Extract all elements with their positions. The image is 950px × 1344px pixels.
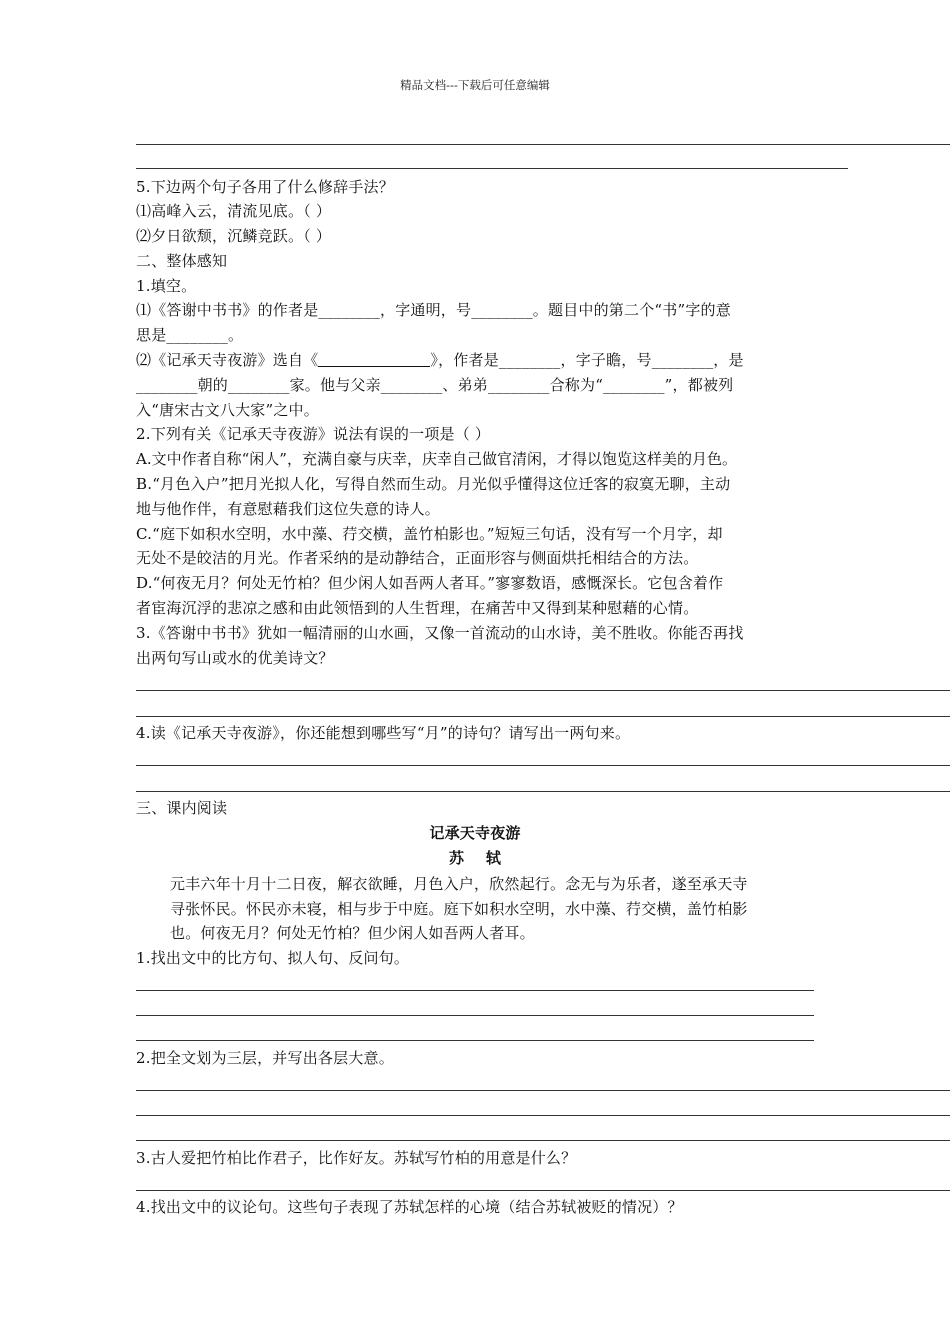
q5-sentence-1: ⑴高峰入云，清流见底。（ ） bbox=[136, 202, 332, 220]
q5-title: 5.下边两个句子各用了什么修辞手法？ bbox=[136, 178, 394, 196]
passage-line3: 也。何夜无月？何处无竹柏？但少闲人如吾两人者耳。 bbox=[170, 924, 535, 942]
passage-line1: 元丰六年十月十二日夜，解衣欲睡，月色入户，欣然起行。念无与为乐者，遂至承天寺 bbox=[170, 875, 748, 893]
passage-author: 苏 轼 bbox=[448, 849, 502, 867]
option-d-line2: 者宦海沉浮的悲凉之感和由此领悟到的人生哲理，在痛苦中又得到某种慰藉的心情。 bbox=[136, 599, 699, 617]
answer-line bbox=[136, 144, 950, 145]
s3-q4: 4.找出文中的议论句。这些句子表现了苏轼怎样的心境（结合苏轼被贬的情况）？ bbox=[136, 1198, 683, 1216]
section2-heading: 二、整体感知 bbox=[136, 252, 228, 270]
answer-line bbox=[136, 690, 950, 691]
answer-line bbox=[136, 1115, 950, 1116]
s2-q1-b-suffix: 》，作者是________，字子瞻，号________，是 bbox=[430, 351, 744, 369]
s3-q3: 3.古人爱把竹柏比作君子，比作好友。苏轼写竹柏的用意是什么？ bbox=[136, 1149, 577, 1167]
s2-q1-b-line3: 入“唐宋古文八大家”之中。 bbox=[136, 401, 319, 419]
answer-line bbox=[136, 1090, 950, 1091]
s2-q1-a-line1: ⑴《答谢中书书》的作者是________，字通明，号________。题目中的第二个“书”字的意 bbox=[136, 301, 731, 319]
q5-sentence-2: ⑵夕日欲颓，沉鳞竞跃。（ ） bbox=[136, 227, 332, 245]
answer-line bbox=[136, 1140, 950, 1141]
s2-q3-line1: 3.《答谢中书书》犹如一幅清丽的山水画，又像一首流动的山水诗，美不胜收。你能否再找 bbox=[136, 624, 744, 642]
section3-heading: 三、课内阅读 bbox=[136, 799, 228, 817]
option-b-line1: B.“月色入户”把月光拟人化，写得自然而生动。月光似乎懂得这位迁客的寂寞无聊，主动 bbox=[136, 475, 731, 493]
option-d-line1: D.“何夜无月？何处无竹柏？但少闲人如吾两人者耳。”寥寥数语，感慨深长。它包含着作 bbox=[136, 574, 724, 592]
page-header: 精品文档---下载后可任意编辑 bbox=[400, 78, 550, 92]
s2-q1-b-line1 bbox=[136, 350, 744, 370]
answer-line bbox=[136, 791, 950, 792]
s2-q1-title: 1.填空。 bbox=[136, 277, 197, 295]
s2-q1-b-prefix: ⑵《记承天寺夜游》选自《 bbox=[136, 351, 319, 369]
s2-q3-line2: 出两句写山或水的优美诗文？ bbox=[136, 649, 334, 667]
option-c-line2: 无处不是皎洁的月光。作者采纳的是动静结合，正面形容与侧面烘托相结合的方法。 bbox=[136, 549, 699, 567]
passage-title: 记承天寺夜游 bbox=[429, 824, 521, 842]
s2-q2-title: 2.下列有关《记承天寺夜游》说法有误的一项是（ ） bbox=[136, 425, 491, 443]
answer-line bbox=[136, 716, 950, 717]
s3-q1: 1.找出文中的比方句、拟人句、反问句。 bbox=[136, 949, 410, 967]
fill-blank bbox=[318, 351, 430, 367]
s2-q4: 4.读《记承天寺夜游》，你还能想到哪些写“月”的诗句？请写出一两句来。 bbox=[136, 724, 631, 742]
answer-line bbox=[136, 1015, 814, 1016]
s2-q1-a-line2: 思是________。 bbox=[136, 326, 244, 344]
answer-line bbox=[136, 168, 848, 169]
option-c-line1: C.“庭下如积水空明，水中藻、荇交横，盖竹柏影也。”短短三句话，没有写一个月字，却 bbox=[136, 525, 723, 543]
answer-line bbox=[136, 1190, 950, 1191]
answer-line bbox=[136, 990, 814, 991]
s3-q2: 2.把全文划为三层，并写出各层大意。 bbox=[136, 1049, 394, 1067]
s2-q1-b-line2: ________朝的________家。他与父亲________、弟弟________合称为“________”，都被列 bbox=[136, 376, 734, 394]
option-a: A.文中作者自称“闲人”，充满自豪与庆幸，庆幸自己做官清闲，才得以饱览这样美的月色。 bbox=[136, 450, 737, 468]
option-b-line2: 地与他作伴，有意慰藉我们这位失意的诗人。 bbox=[136, 500, 441, 518]
answer-line bbox=[136, 765, 950, 766]
answer-line bbox=[136, 1040, 814, 1041]
passage-line2: 寻张怀民。怀民亦未寝，相与步于中庭。庭下如积水空明，水中藻、荇交横，盖竹柏影 bbox=[170, 900, 748, 918]
